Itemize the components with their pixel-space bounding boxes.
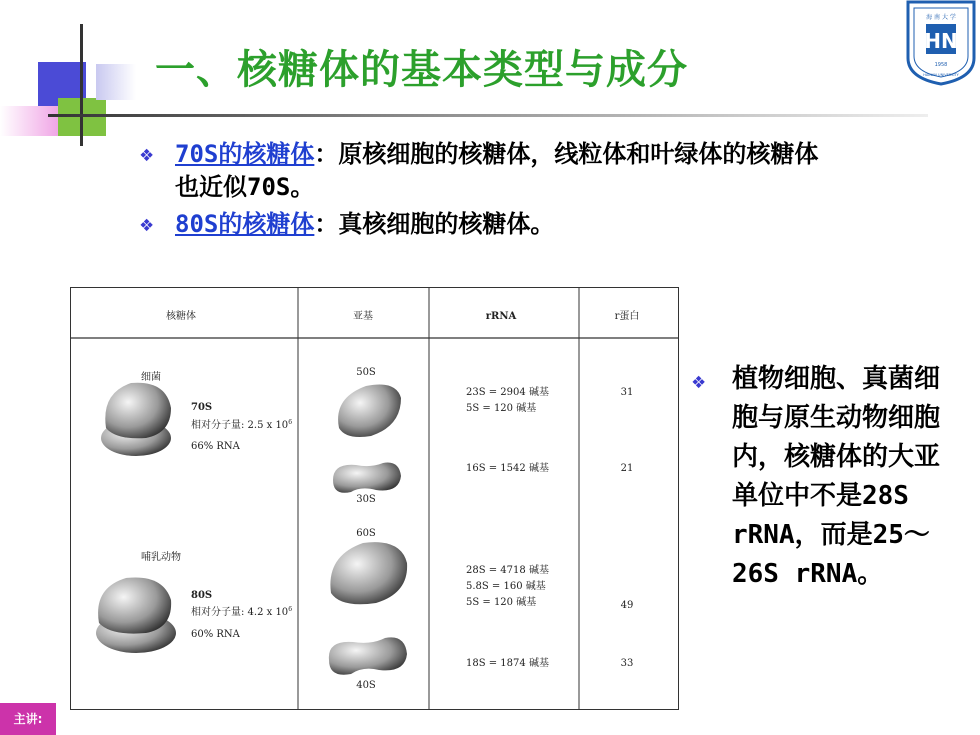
decor-horizontal-line [48, 114, 928, 117]
diamond-bullet-icon: ❖ [140, 212, 154, 237]
header-subunit: 亚基 [353, 311, 373, 322]
ribosome-80s-rna: 60% RNA [191, 629, 240, 640]
link-80s-ribosome[interactable]: 80S的核糖体 [175, 210, 315, 238]
logo-text: HN [924, 29, 958, 53]
rrna-28s: 28S = 4718 碱基 [466, 565, 549, 576]
rprotein-50s: 31 [620, 387, 634, 398]
ribosome-70s-mw: 相对分子量: 2.5 x $10^6$ [191, 419, 293, 431]
organism-bacteria: 细菌 [141, 372, 161, 383]
link-70s-ribosome[interactable]: 70S的核糖体 [175, 140, 315, 168]
ribosome-table-figure [70, 287, 679, 710]
subunit-60s-image [330, 542, 407, 604]
bullet-list [140, 138, 840, 245]
rrna-23s: 23S = 2904 碱基 [466, 387, 549, 398]
rprotein-40s: 33 [620, 658, 634, 669]
logo-year: 1958 [934, 62, 948, 68]
subunit-40s-label: 40S [356, 680, 376, 691]
presenter-tag: 主讲: [0, 703, 56, 735]
bullet-80s [140, 208, 840, 241]
diamond-bullet-icon: ❖ [692, 369, 706, 394]
rrna-5s: 5S = 120 碱基 [466, 403, 537, 414]
ribosome-70s-image [101, 383, 171, 456]
rprotein-60s: 49 [620, 600, 634, 611]
bullet-70s [140, 138, 840, 204]
organism-mammal: 哺乳动物 [141, 552, 181, 563]
logo-ring-text: HAINAN UNIVERSITY [923, 73, 959, 77]
subunit-40s-image [329, 637, 407, 674]
subunit-60s-label: 60S [356, 528, 376, 539]
logo-top-text: 海 南 大 学 [926, 14, 956, 21]
ribosome-70s-rna: 66% RNA [191, 441, 240, 452]
ribosome-table-svg [71, 288, 678, 709]
side-note-text: 植物细胞、真菌细胞与原生动物细胞内，核糖体的大亚单位中不是28S rRNA，而是25～26S rRNA。 [732, 364, 941, 589]
subunit-30s-image [333, 463, 401, 493]
ribosome-70s-label: 70S [191, 402, 213, 413]
header-ribosome: 核糖体 [166, 311, 196, 322]
rprotein-30s: 21 [620, 463, 634, 474]
decor-block-pink [0, 106, 58, 136]
ribosome-80s-label: 80S [191, 590, 213, 601]
subunit-50s-label: 50S [356, 367, 376, 378]
header-rrna: rRNA [485, 311, 517, 322]
subunit-50s-image [338, 385, 401, 438]
ribosome-80s-image [96, 577, 176, 653]
bullet-70s-text: ：原核细胞的核糖体，线粒体和叶绿体的核糖体也近似70S。 [175, 140, 819, 201]
university-logo [904, 0, 978, 86]
rrna-5s-mammal: 5S = 120 碱基 [466, 597, 537, 608]
decor-block-lavender [96, 64, 136, 100]
subunit-30s-label: 30S [356, 494, 376, 505]
rrna-16s: 16S = 1542 碱基 [466, 463, 549, 474]
bullet-80s-text: ：真核细胞的核糖体。 [314, 210, 555, 238]
rrna-5-8s: 5.8S = 160 碱基 [466, 581, 546, 592]
header-rprotein: r蛋白 [614, 311, 640, 322]
decor-vertical-line [80, 24, 83, 146]
ribosome-80s-mw: 相对分子量: 4.2 x $10^6$ [191, 606, 293, 618]
diamond-bullet-icon: ❖ [140, 142, 154, 167]
side-note [692, 360, 962, 594]
slide-title: 一、核糖体的基本类型与成分 [155, 47, 688, 93]
rrna-18s: 18S = 1874 碱基 [466, 658, 549, 669]
